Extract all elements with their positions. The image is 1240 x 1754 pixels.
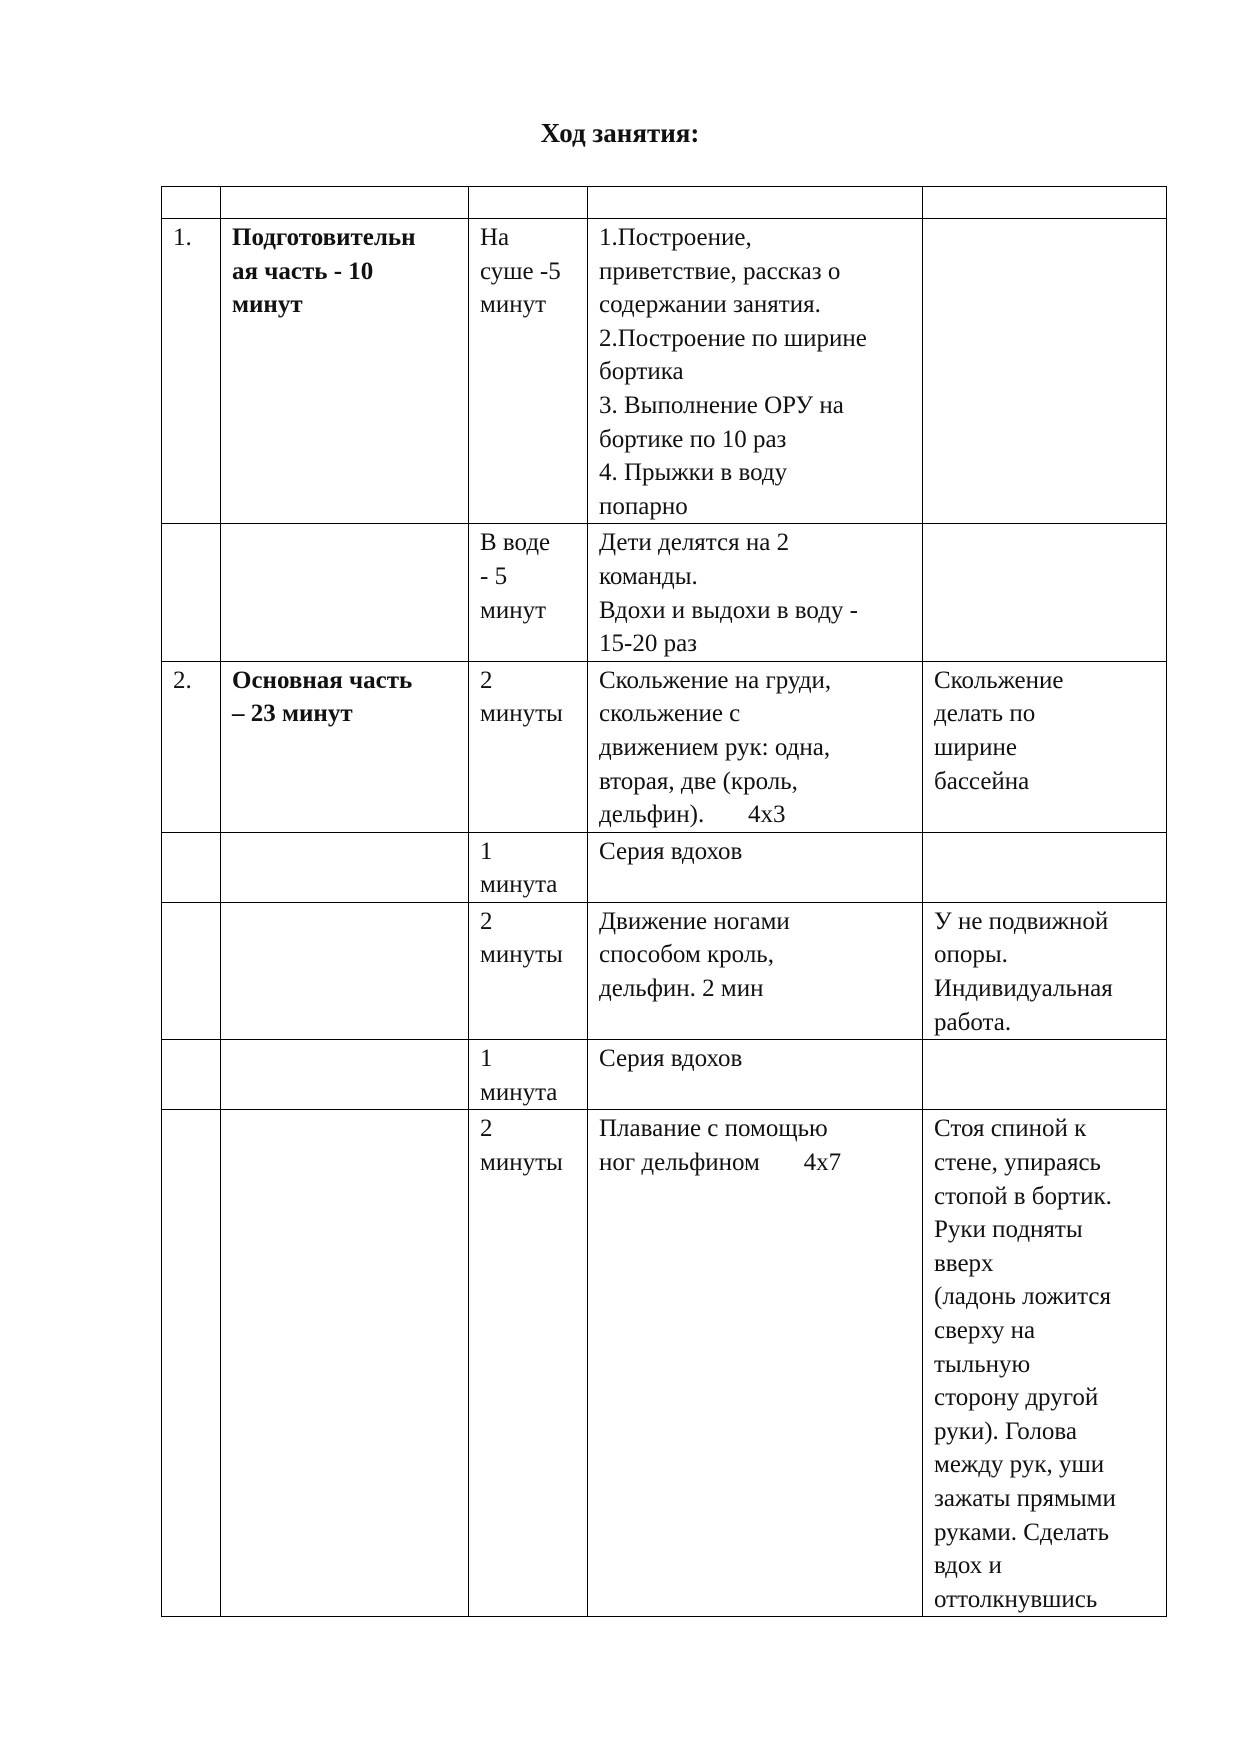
cell-text-line: минут	[232, 291, 303, 319]
table-row	[162, 219, 1167, 524]
methodical-notes-cell	[923, 524, 1167, 661]
cell-text-line: бортика	[599, 358, 684, 386]
cell-text-line: способом кроль,	[599, 941, 774, 969]
cell-text-line: Серия вдохов	[599, 1045, 743, 1073]
cell-text-line: сторону другой	[934, 1384, 1099, 1412]
cell-text-line: работа.	[934, 1008, 1012, 1036]
cell-text-line: 3. Выполнение ОРУ на	[599, 391, 844, 419]
cell-text-line: содержании занятия.	[599, 291, 821, 319]
cell-text-line: Серия вдохов	[599, 837, 743, 865]
cell-text-line: ног дельфином 4х7	[599, 1149, 842, 1177]
cell-text-line: 1	[480, 837, 493, 865]
cell-text-line: зажаты прямыми	[934, 1484, 1116, 1512]
activity-content-cell	[588, 1040, 923, 1110]
duration-cell	[469, 1110, 588, 1617]
table-row	[162, 661, 1167, 832]
cell-text-line: Дети делятся на 2	[599, 529, 790, 557]
duration-cell	[469, 661, 588, 832]
lesson-part-cell	[221, 1110, 469, 1617]
cell-text-line: оттолкнувшись	[934, 1585, 1098, 1613]
row-number-cell	[162, 1040, 221, 1110]
cell-text-line: Вдохи и выдохи в воду -	[599, 596, 858, 624]
row-number-cell	[162, 219, 221, 524]
lesson-part-cell	[221, 524, 469, 661]
cell-text-line: между рук, уши	[934, 1451, 1105, 1479]
page-title: Ход занятия:	[540, 118, 700, 148]
cell-text-line: дельфин. 2 мин	[599, 975, 764, 1003]
cell-text-line: делать по	[934, 700, 1036, 728]
cell-text-line: – 23 минут	[232, 700, 353, 728]
methodical-notes-cell	[923, 1110, 1167, 1617]
cell-text-line: тыльную	[934, 1350, 1031, 1378]
cell-text-line: Движение ногами	[599, 907, 790, 935]
cell-text-line: Стоя спиной к	[934, 1115, 1087, 1143]
lesson-part-cell	[221, 219, 469, 524]
cell-text-line: опоры.	[934, 941, 1008, 969]
cell-text-line: 1.Построение,	[599, 224, 752, 251]
cell-text-line: Скольжение	[934, 666, 1064, 694]
cell-text-line: Основная часть	[232, 666, 413, 694]
cell-text-line: вторая, две (кроль,	[599, 767, 798, 795]
cell-text-line: минут	[480, 291, 547, 319]
cell-text-line: приветствие, рассказ о	[599, 257, 841, 285]
cell-text-line: бассейна	[934, 767, 1030, 795]
cell-text-line: 2.	[173, 666, 192, 694]
lesson-part-cell	[221, 1040, 469, 1110]
cell-text-line: 1.	[173, 224, 192, 251]
duration-cell	[469, 1040, 588, 1110]
cell-text-line: На	[480, 224, 510, 251]
cell-text-line: В воде	[480, 529, 551, 557]
table-row	[162, 187, 1167, 219]
cell-text-line: суше -5	[480, 257, 561, 285]
activity-content-cell	[588, 1110, 923, 1617]
row-number-cell	[162, 902, 221, 1039]
methodical-notes-cell	[923, 187, 1167, 219]
duration-cell	[469, 902, 588, 1039]
cell-text-line: 1	[480, 1045, 493, 1073]
cell-text-line: минут	[480, 596, 547, 624]
cell-text-line: Скольжение на груди,	[599, 666, 832, 694]
lesson-part-cell	[221, 902, 469, 1039]
methodical-notes-cell	[923, 219, 1167, 524]
cell-text-line: попарно	[599, 492, 688, 520]
row-number-cell	[162, 187, 221, 219]
cell-text-line: 2	[480, 1115, 493, 1143]
methodical-notes-cell	[923, 832, 1167, 902]
cell-text-line: Плавание с помощью	[599, 1115, 828, 1143]
duration-cell	[469, 832, 588, 902]
cell-text-line: 2	[480, 907, 493, 935]
cell-text-line: минуты	[480, 700, 563, 728]
activity-content-cell	[588, 219, 923, 524]
cell-text-line: 2	[480, 666, 493, 694]
cell-text-line: Подготовительн	[232, 224, 416, 251]
methodical-notes-cell	[923, 661, 1167, 832]
cell-text-line: (ладонь ложится	[934, 1283, 1111, 1311]
methodical-notes-cell	[923, 902, 1167, 1039]
cell-text-line: У не подвижной	[934, 907, 1109, 935]
table-row	[162, 1110, 1167, 1617]
lesson-part-cell	[221, 661, 469, 832]
duration-cell	[469, 524, 588, 661]
cell-text-line: команды.	[599, 562, 698, 590]
table-row	[162, 1040, 1167, 1110]
duration-cell	[469, 219, 588, 524]
cell-text-line: Руки подняты	[934, 1216, 1083, 1244]
table-row	[162, 902, 1167, 1039]
cell-text-line: вверх	[934, 1249, 994, 1277]
cell-text-line: - 5	[480, 562, 508, 590]
cell-text-line: 2.Построение по ширине	[599, 324, 867, 352]
cell-text-line: минуты	[480, 941, 563, 969]
lesson-part-cell	[221, 187, 469, 219]
cell-text-line: ая часть - 10	[232, 257, 374, 285]
cell-text-line: движением рук: одна,	[599, 733, 831, 761]
cell-text-line: Индивидуальная	[934, 975, 1113, 1003]
cell-text-line: сверху на	[934, 1317, 1036, 1344]
cell-text-line: минута	[480, 871, 558, 899]
cell-text-line: 4. Прыжки в воду	[599, 459, 788, 487]
row-number-cell	[162, 832, 221, 902]
row-number-cell	[162, 1110, 221, 1617]
methodical-notes-cell	[923, 1040, 1167, 1110]
activity-content-cell	[588, 524, 923, 661]
row-number-cell	[162, 661, 221, 832]
cell-text-line: бортике по 10 раз	[599, 425, 787, 453]
cell-text-line: руки). Голова	[934, 1417, 1077, 1445]
cell-text-line: скольжение с	[599, 700, 741, 728]
cell-text-line: руками. Сделать	[934, 1518, 1109, 1546]
activity-content-cell	[588, 902, 923, 1039]
cell-text-line: дельфин). 4х3	[599, 801, 786, 829]
activity-content-cell	[588, 661, 923, 832]
cell-text-line: стопой в бортик.	[934, 1182, 1112, 1210]
row-number-cell	[162, 524, 221, 661]
cell-text-line: ширине	[934, 733, 1017, 761]
activity-content-cell	[588, 187, 923, 219]
table-row	[162, 524, 1167, 661]
lesson-table	[161, 186, 1167, 1617]
cell-text-line: 15-20 раз	[599, 630, 698, 658]
cell-text-line: вдох и	[934, 1552, 1002, 1580]
duration-cell	[469, 187, 588, 219]
table-row	[162, 832, 1167, 902]
cell-text-line: стене, упираясь	[934, 1149, 1101, 1177]
cell-text-line: минута	[480, 1078, 558, 1106]
activity-content-cell	[588, 832, 923, 902]
lesson-part-cell	[221, 832, 469, 902]
cell-text-line: минуты	[480, 1149, 563, 1177]
